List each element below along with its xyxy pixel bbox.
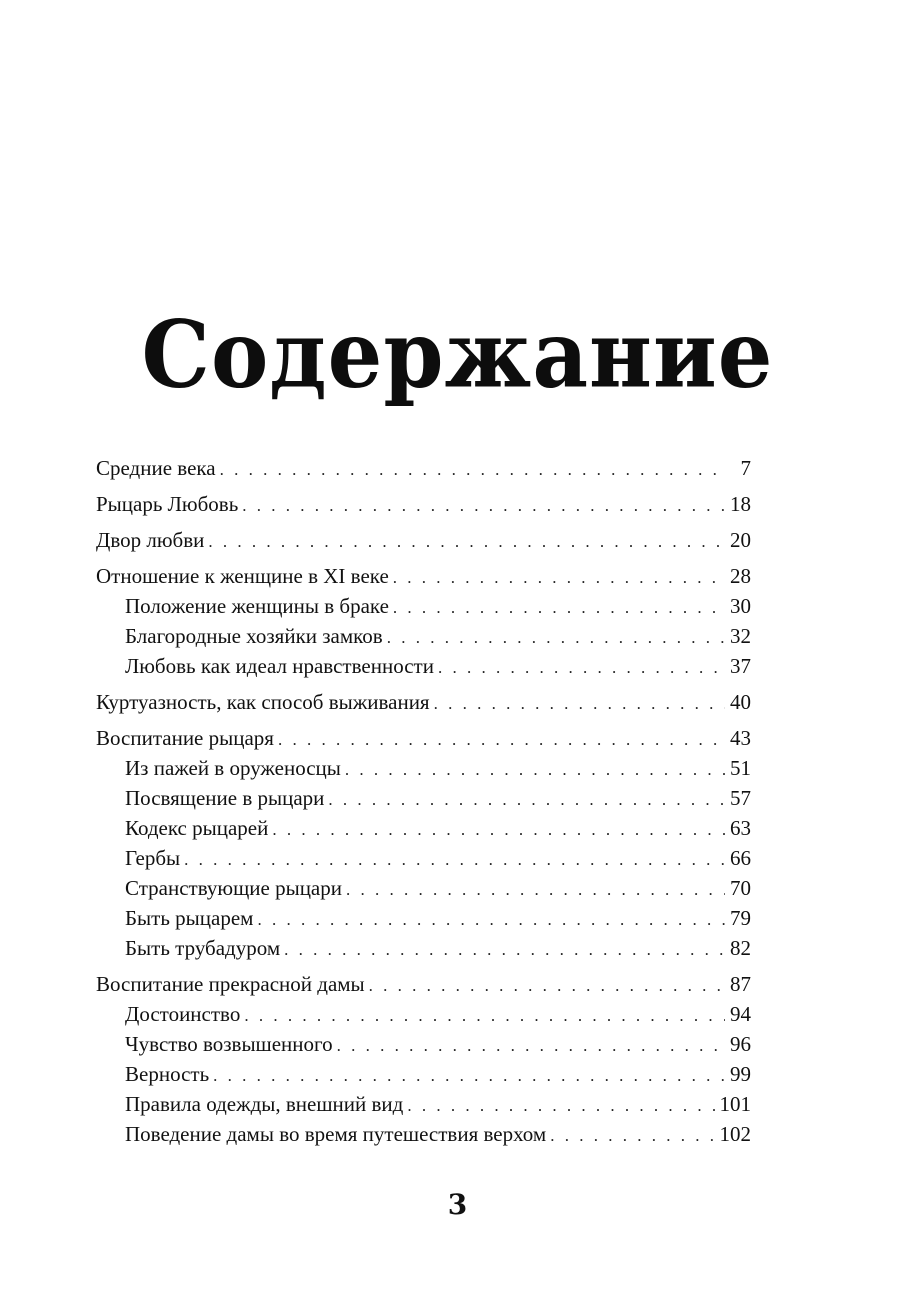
toc-subentry[interactable] xyxy=(96,1089,751,1119)
toc-entry[interactable] xyxy=(96,687,751,717)
dot-leader xyxy=(184,845,725,875)
page-title: Содержание xyxy=(141,299,774,409)
toc-page-number: 18 xyxy=(730,492,751,516)
toc-entry-title: Куртуазность, как способ выживания xyxy=(96,690,430,714)
dot-leader xyxy=(213,1061,725,1091)
toc-entry-title: Положение женщины в браке xyxy=(125,594,389,618)
toc-subentry[interactable] xyxy=(96,1029,751,1059)
toc-entry-title: Воспитание прекрасной дамы xyxy=(96,972,365,996)
toc-page-number: 79 xyxy=(730,906,751,930)
dot-leader xyxy=(393,593,725,623)
table-of-contents xyxy=(96,453,751,1149)
toc-page-number: 37 xyxy=(730,654,751,678)
dot-leader xyxy=(337,1031,725,1061)
dot-leader xyxy=(550,1121,715,1151)
toc-subentry[interactable] xyxy=(96,813,751,843)
toc-entry-title: Воспитание рыцаря xyxy=(96,726,274,750)
toc-entry-title: Быть трубадуром xyxy=(125,936,281,960)
toc-page-number: 28 xyxy=(730,564,751,588)
toc-entry-title: Странствующие рыцари xyxy=(125,876,342,900)
dot-leader xyxy=(284,935,725,965)
dot-leader xyxy=(393,563,725,593)
toc-subentry[interactable] xyxy=(96,1119,751,1149)
toc-entry-title: Верность xyxy=(125,1062,210,1086)
toc-entry[interactable] xyxy=(96,489,751,519)
toc-entry-title: Из пажей в оруженосцы xyxy=(125,756,341,780)
toc-subentry[interactable] xyxy=(96,903,751,933)
toc-entry[interactable] xyxy=(96,969,751,999)
toc-entry[interactable] xyxy=(96,525,751,555)
toc-page-number: 40 xyxy=(730,690,751,714)
toc-entry-title: Посвящение в рыцари xyxy=(125,786,325,810)
toc-page-number: 82 xyxy=(730,936,751,960)
toc-page-number: 102 xyxy=(719,1122,751,1146)
toc-entry-title: Чувство возвышенного xyxy=(125,1032,333,1056)
dot-leader xyxy=(387,623,725,653)
dot-leader xyxy=(328,785,725,815)
toc-subentry[interactable] xyxy=(96,753,751,783)
toc-page-number: 96 xyxy=(730,1032,751,1056)
toc-subentry[interactable] xyxy=(96,783,751,813)
dot-leader xyxy=(257,905,725,935)
toc-entry-title: Отношение к женщине в XI веке xyxy=(96,564,389,588)
toc-entry-title: Быть рыцарем xyxy=(125,906,254,930)
dot-leader xyxy=(242,491,725,521)
toc-entry-title: Кодекс рыцарей xyxy=(125,816,269,840)
toc-entry-title: Поведение дамы во время путешествия верхом xyxy=(125,1122,547,1146)
toc-entry-title: Рыцарь Любовь xyxy=(96,492,239,516)
toc-subentry[interactable] xyxy=(96,1059,751,1089)
toc-entry-title: Двор любви xyxy=(96,528,205,552)
toc-entry[interactable] xyxy=(96,723,751,753)
toc-page-number: 63 xyxy=(730,816,751,840)
toc-subentry[interactable] xyxy=(96,933,751,963)
toc-subentry[interactable] xyxy=(96,873,751,903)
page-number: 3 xyxy=(447,1188,468,1221)
dot-leader xyxy=(208,527,725,557)
dot-leader xyxy=(278,725,725,755)
toc-page-number: 70 xyxy=(730,876,751,900)
toc-page-number: 30 xyxy=(730,594,751,618)
dot-leader xyxy=(220,455,725,485)
toc-page-number: 43 xyxy=(730,726,751,750)
toc-page-number: 94 xyxy=(730,1002,751,1026)
toc-subentry[interactable] xyxy=(96,621,751,651)
toc-subentry[interactable] xyxy=(96,999,751,1029)
toc-page-number: 20 xyxy=(730,528,751,552)
dot-leader xyxy=(407,1091,715,1121)
toc-entry-title: Гербы xyxy=(125,846,181,870)
toc-entry-title: Средние века xyxy=(96,456,216,480)
toc-page-number: 7 xyxy=(740,456,751,480)
toc-entry-title: Благородные хозяйки замков xyxy=(125,624,383,648)
dot-leader xyxy=(434,689,725,719)
dot-leader xyxy=(345,755,725,785)
dot-leader xyxy=(346,875,725,905)
toc-page-number: 99 xyxy=(730,1062,751,1086)
toc-subentry[interactable] xyxy=(96,591,751,621)
toc-entry[interactable] xyxy=(96,453,751,483)
toc-page-number: 87 xyxy=(730,972,751,996)
toc-page-number: 51 xyxy=(730,756,751,780)
toc-entry-title: Правила одежды, внешний вид xyxy=(125,1092,404,1116)
toc-subentry[interactable] xyxy=(96,843,751,873)
dot-leader xyxy=(272,815,725,845)
toc-page-number: 32 xyxy=(730,624,751,648)
toc-entry[interactable] xyxy=(96,561,751,591)
toc-page-number: 66 xyxy=(730,846,751,870)
dot-leader xyxy=(369,971,725,1001)
dot-leader xyxy=(438,653,725,683)
toc-entry-title: Достоинство xyxy=(125,1002,241,1026)
toc-page-number: 57 xyxy=(730,786,751,810)
toc-entry-title: Любовь как идеал нравственности xyxy=(125,654,434,678)
toc-subentry[interactable] xyxy=(96,651,751,681)
toc-page-number: 101 xyxy=(719,1092,751,1116)
dot-leader xyxy=(244,1001,725,1031)
